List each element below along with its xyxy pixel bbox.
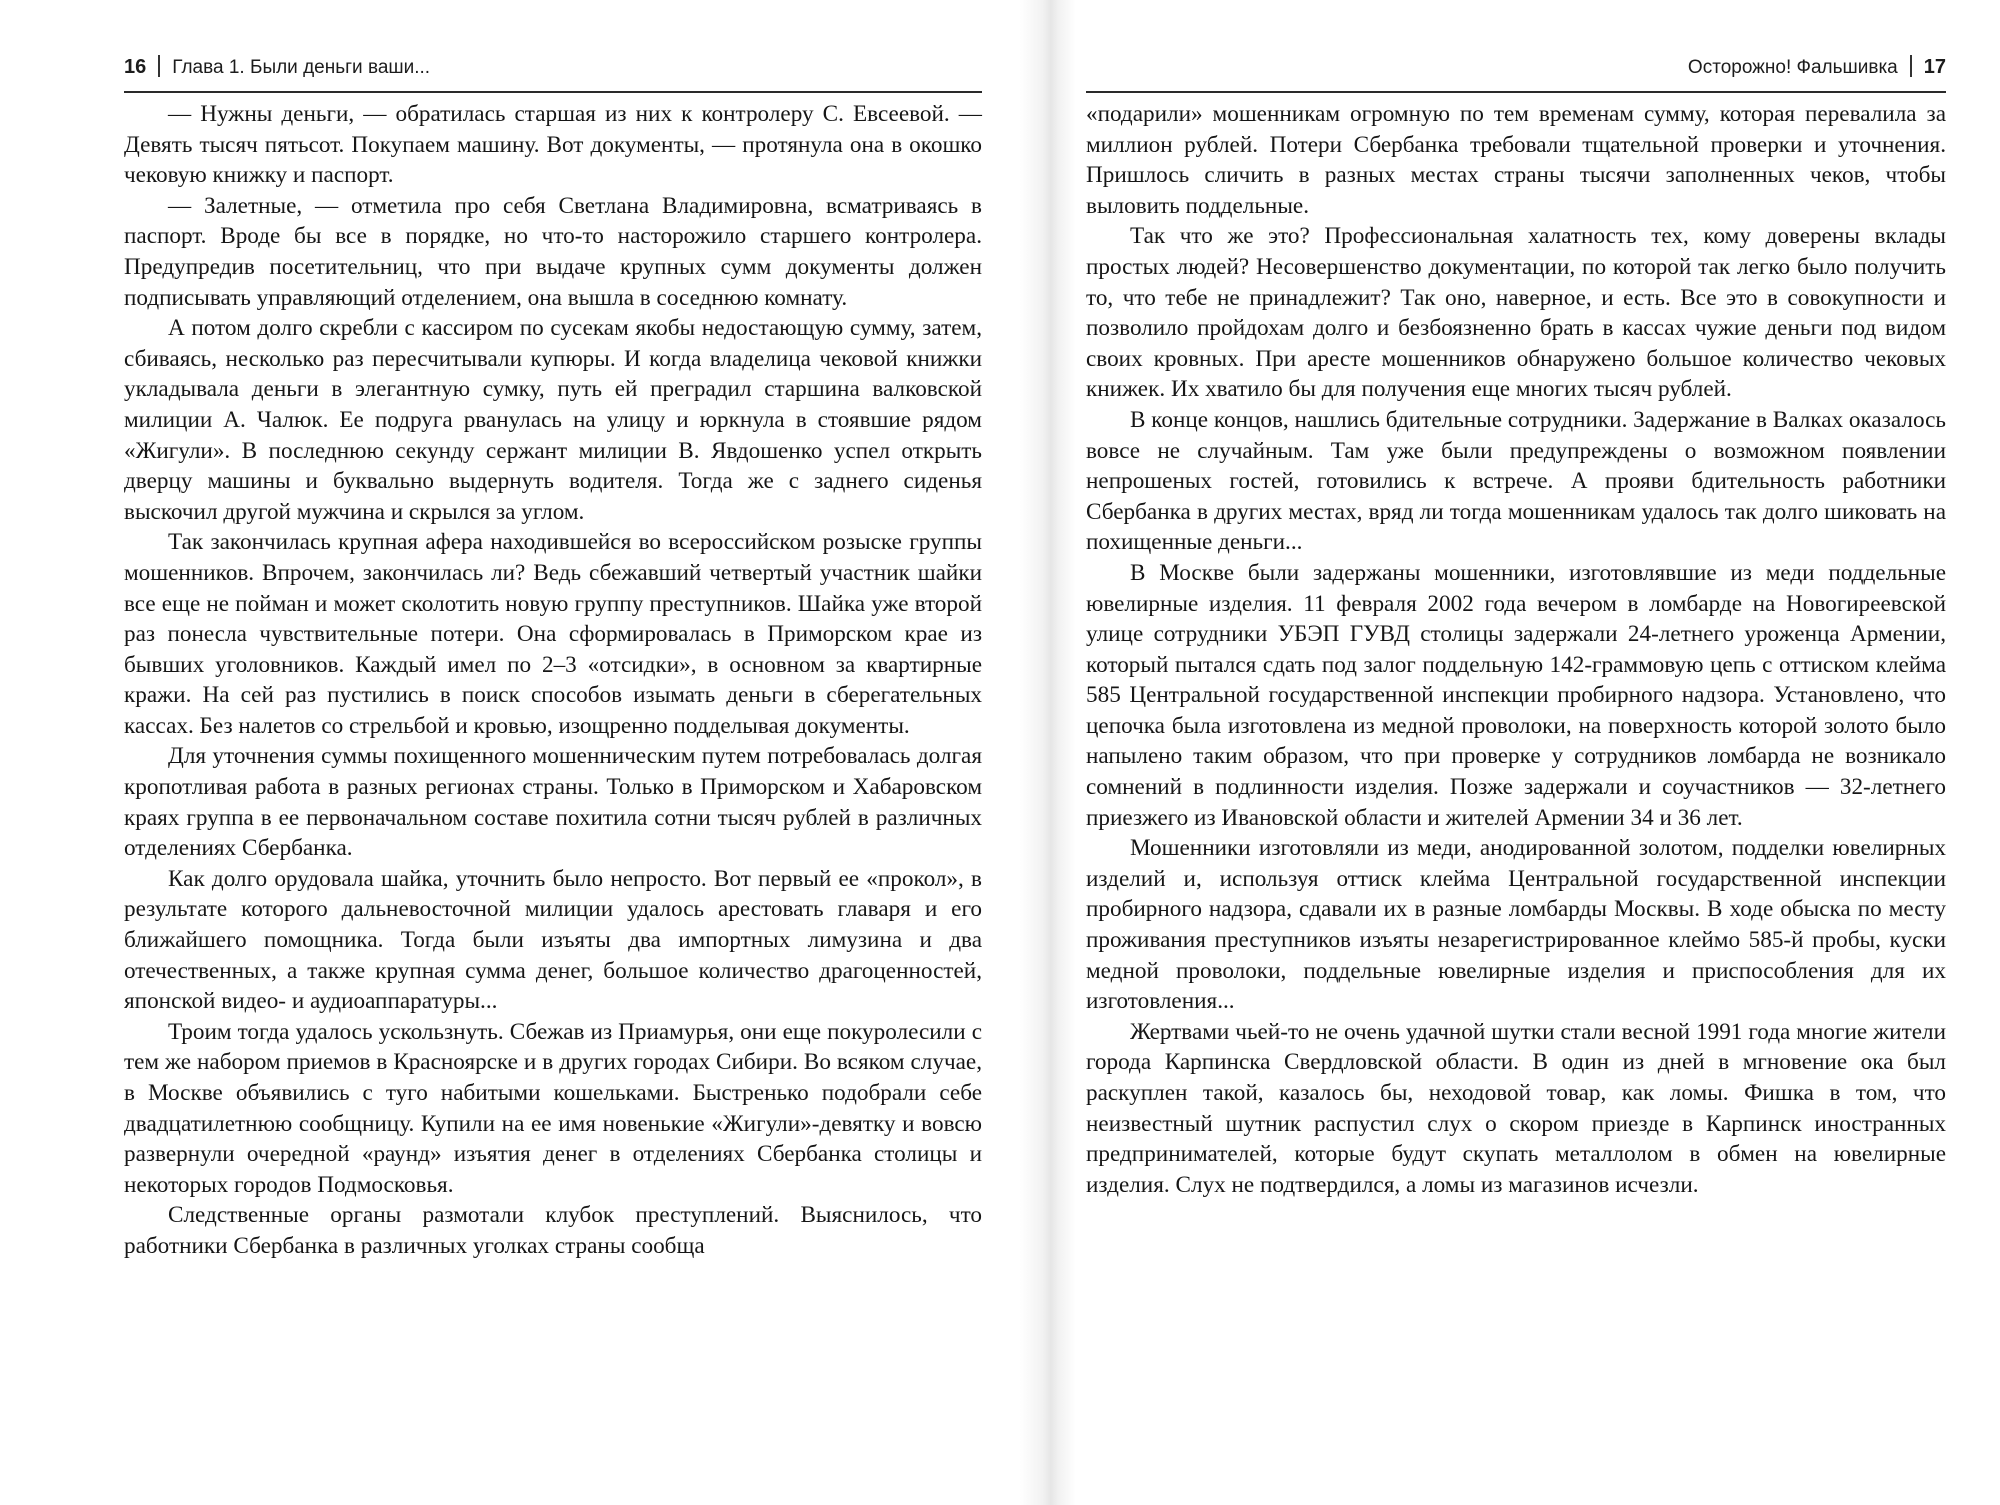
- paragraph: Как долго орудовала шайка, уточнить было непросто. Вот первый ее «прокол», в результате которого дальневосточной милиции удалось арестовать главаря и его ближайшего помощника. Тогда были изъяты два импортных лимузина и два отечественных, а также крупная сумма денег, большое количество драгоценностей, японской видео- и аудиоаппаратуры...: [124, 865, 982, 1015]
- paragraph: В Москве были задержаны мошенники, изготовлявшие из меди поддельные ювелирные изделия. 11 февраля 2002 года вечером в ломбарде на Новогиреевской улице сотрудники УБЭП ГУВД столицы задержали 24-летнего уроженца Армении, который пытался сдать под залог поддельную 142-граммовую цепь с оттиском клейма 585 Центральной государственной инспекции пробирного надзора. Установлено, что цепочка была изготовлена из медной проволоки, на поверхность которой золото было напылено таким образом, что при проверке у сотрудников ломбарда не возникало сомнений в подлинности изделия. Позже задержали и соучастников — 32-летнего приезжего из Ивановской области и жителей Армении 34 и 36 лет.: [1086, 559, 1946, 831]
- paragraph: — Залетные, — отметила про себя Светлана Владимировна, всматриваясь в паспорт. Вроде бы все в порядке, но что-то насторожило старшего контролера. Предупредив посетительниц, что при выдаче крупных сумм документы должен подписывать управляющий отделением, она вышла в соседнюю комнату.: [124, 192, 982, 311]
- paragraph: В конце концов, нашлись бдительные сотрудники. Задержание в Валках оказалось вовсе не случайным. Там уже были предупреждены о возможном появлении непрошеных гостей, готовились к встрече. А прояви бдительность работники Сбербанка в других местах, вряд ли тогда мошенникам удалось так долго шиковать на похищенные деньги...: [1086, 406, 1946, 556]
- paragraph-continuation: «подарили» мошенникам огромную по тем временам сумму, которая перевалила за миллион рублей. Потери Сбербанка требовали тщательной проверки и уточнения. Пришлось сличить в разных местах страны тысячи заполненных чеков, чтобы выловить поддельные.: [1086, 101, 1946, 219]
- left-page: [58, 0, 1020, 1505]
- right-page-number: 17: [1923, 56, 1946, 78]
- right-page: [1076, 0, 1946, 1505]
- paragraph: Следственные органы размотали клубок преступлений. Выяснилось, что работники Сбербанка в различных уголках страны сообща: [124, 1202, 982, 1259]
- left-body-text: [124, 99, 982, 1262]
- paragraph: Жертвами чьей-то не очень удачной шутки стали весной 1991 года многие жители города Карпинска Свердловской области. В один из дней в мгновение ока был раскуплен такой, казалось бы, неходовой товар, как ломы. Фишка в том, что неизвестный шутник распустил слух о скором приезде в Карпинск иностранных предпринимателей, которые будут скупать металлолом в обмен на ювелирные изделия. Слух не подтвердился, а ломы из магазинов исчезли.: [1086, 1018, 1946, 1198]
- paragraph: Мошенники изготовляли из меди, анодированной золотом, подделки ювелирных изделий и, используя оттиск клейма Центральной государственной инспекции пробирного надзора, сдавали их в разные ломбарды Москвы. В ходе обыска по месту проживания преступников изъяты незарегистрированное клеймо 585-й пробы, куски медной проволоки, поддельные ювелирные изделия и приспособления для их изготовления...: [1086, 835, 1946, 1015]
- header-separator: [158, 55, 160, 77]
- right-body-text: [1086, 99, 1946, 1200]
- paragraph: Так закончилась крупная афера находившейся во всероссийском розыске группы мошенников. Впрочем, закончилась ли? Ведь сбежавший четвертый участник шайки все еще не пойман и может сколотить новую группу преступников. Шайка уже второй раз понесла чувствительные потери. Она сформировалась в Приморском крае из бывших уголовников. Каждый имел по 2–3 «отсидки», в основном за квартирные кражи. На сей раз пустились в поиск способов изымать деньги в сберегательных кассах. Без налетов со стрельбой и кровью, изощренно подделывая документы.: [124, 529, 982, 739]
- paragraph: Троим тогда удалось ускользнуть. Сбежав из Приамурья, они еще покуролесили с тем же набором приемов в Красноярске и в других городах Сибири. Во всяком случае, в Москве объявились с туго набитыми кошельками. Быстренько подобрали себе двадцатилетнюю сообщницу. Купили на ее имя новенькие «Жигули»-девятку и вовсю развернули очередной «раунд» изъятия денег в отделениях Сбербанка столицы и некоторых городов Подмосковья.: [124, 1018, 982, 1198]
- paragraph: — Нужны деньги, — обратилась старшая из них к контролеру С. Евсеевой. — Девять тысяч пятьсот. Покупаем машину. Вот документы, — протянула она в окошко чековую книжку и паспорт.: [124, 101, 982, 189]
- paragraph: А потом долго скребли с кассиром по сусекам якобы недостающую сумму, затем, сбиваясь, несколько раз пересчитывали купюры. И когда владелица чековой книжки укладывала деньги в элегантную сумку, путь ей преградил старшина валковской милиции А. Чалюк. Ее подруга рванулась на улицу и юркнула в стоявшие рядом «Жигули». В последнюю секунду сержант милиции В. Явдошенко успел открыть дверцу машины и буквально выдернуть водителя. Тогда же с заднего сиденья выскочил другой мужчина и скрылся за углом.: [124, 315, 982, 525]
- left-page-number: 16: [124, 56, 147, 78]
- left-running-header: [124, 55, 982, 93]
- header-separator: [1910, 55, 1912, 77]
- paragraph: Так что же это? Профессиональная халатность тех, кому доверены вклады простых людей? Несовершенство документации, по которой так легко было получить то, что тебе не принадлежит? Так оно, наверное, и есть. Все это в совокупности и позволило пройдохам долго и безбоязненно брать в кассах чужие деньги под видом своих кровных. При аресте мошенников обнаружено большое количество чековых книжек. Их хватило бы для получения еще многих тысяч рублей.: [1086, 223, 1946, 403]
- paragraph: Для уточнения суммы похищенного мошенническим путем потребовалась долгая кропотливая работа в разных регионах страны. Только в Приморском и Хабаровском краях группа в ее первоначальном составе похитила сотни тысяч рублей в различных отделениях Сбербанка.: [124, 743, 982, 862]
- right-running-header: [1086, 55, 1946, 93]
- right-running-head: Осторожно! Фальшивка: [1687, 57, 1898, 78]
- left-running-head: Глава 1. Были деньги ваши...: [172, 57, 431, 78]
- header-rule: [124, 91, 982, 93]
- header-rule: [1086, 91, 1946, 93]
- book-gutter: [1020, 0, 1076, 1505]
